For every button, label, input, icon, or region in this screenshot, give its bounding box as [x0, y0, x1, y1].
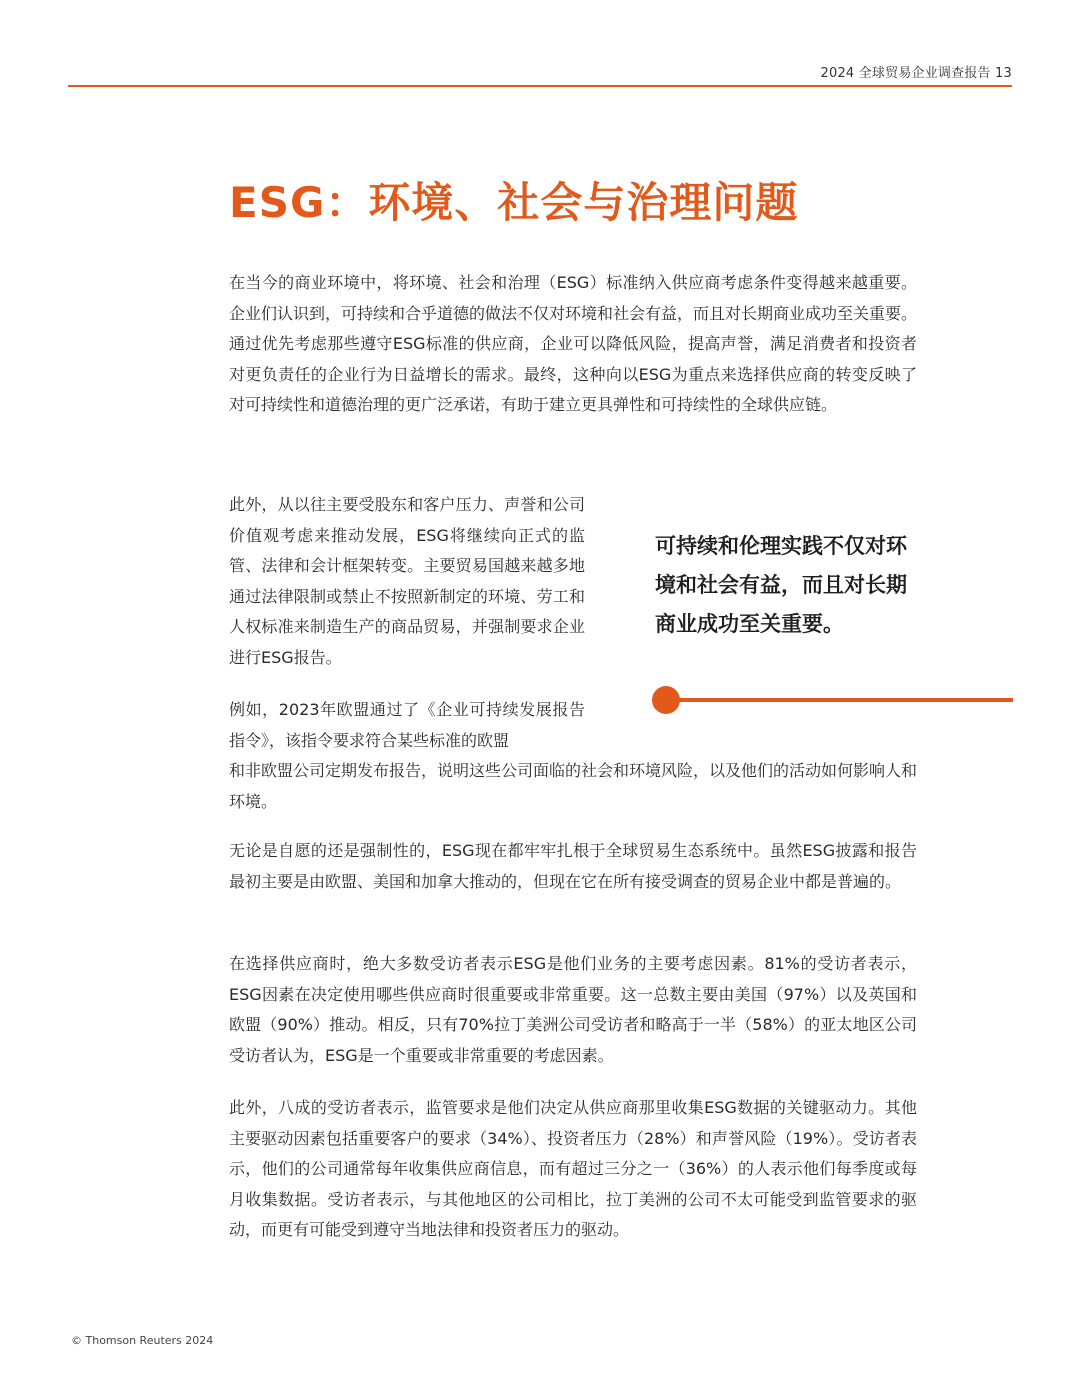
page-title: ESG：环境、社会与治理问题	[229, 178, 799, 227]
pull-quote-rule	[666, 698, 1013, 702]
supplier-selection-paragraph: 在选择供应商时，绝大多数受访者表示ESG是他们业务的主要考虑因素。81%的受访者表示，ESG因素在决定使用哪些供应商时很重要或非常重要。这一总数主要由美国（97%）以及英国和欧盟（90%）推动。相反，只有70%拉丁美洲公司受访者和略高于一半（58%）的亚太地区公司受访者认为，ESG是一个重要或非常重要的考虑因素。	[229, 954, 917, 1065]
esg-ecosystem-paragraph: 无论是自愿的还是强制性的，ESG现在都牢牢扎根于全球贸易生态系统中。虽然ESG披露和报告最初主要是由欧盟、美国和加拿大推动的，但现在它在所有接受调查的贸易企业中都是普遍的。	[229, 841, 917, 891]
eu-directive-paragraph-end: 和非欧盟公司定期发布报告，说明这些公司面临的社会和环境风险，以及他们的活动如何影响人和环境。	[229, 761, 918, 811]
report-header-label: 2024 全球贸易企业调查报告 13	[820, 66, 1012, 81]
pull-quote: 可持续和伦理实践不仅对环境和社会有益，而且对长期商业成功至关重要。	[655, 534, 907, 636]
eu-directive-paragraph-start: 例如，2023年欧盟通过了《企业可持续发展报告指令》，该指令要求符合某些标准的欧盟	[229, 700, 585, 750]
intro-paragraph: 在当今的商业环境中，将环境、社会和治理（ESG）标准纳入供应商考虑条件变得越来越重要。企业们认识到，可持续和合乎道德的做法不仅对环境和社会有益，而且对长期商业成功至关重要。通过优先考虑那些遵守ESG标准的供应商，企业可以降低风险，提高声誉，满足消费者和投资者对更负责任的企业行为日益增长的需求。最终，这种向以ESG为重点来选择供应商的转变反映了对可持续性和道德治理的更广泛承诺，有助于建立更具弹性和可持续性的全球供应链。	[229, 273, 918, 414]
pull-quote-dot	[652, 686, 680, 714]
regulatory-shift-paragraph: 此外，从以往主要受股东和客户压力、声誉和公司价值观考虑来推动发展，ESG将继续向正式的监管、法律和会计框架转变。主要贸易国越来越多地通过法律限制或禁止不按照新制定的环境、劳工和人权标准来制造生产的商品贸易，并强制要求企业进行ESG报告。	[229, 495, 585, 667]
regulatory-drivers-paragraph: 此外，八成的受访者表示，监管要求是他们决定从供应商那里收集ESG数据的关键驱动力。其他主要驱动因素包括重要客户的要求（34%）、投资者压力（28%）和声誉风险（19%）。受访者表示，他们的公司通常每年收集供应商信息，而有超过三分之一（36%）的人表示他们每季度或每月收集数据。受访者表示，与其他地区的公司相比，拉丁美洲的公司不太可能受到监管要求的驱动，而更有可能受到遵守当地法律和投资者压力的驱动。	[229, 1098, 917, 1239]
header-divider	[68, 85, 1012, 87]
copyright-footer: © Thomson Reuters 2024	[71, 1334, 214, 1347]
